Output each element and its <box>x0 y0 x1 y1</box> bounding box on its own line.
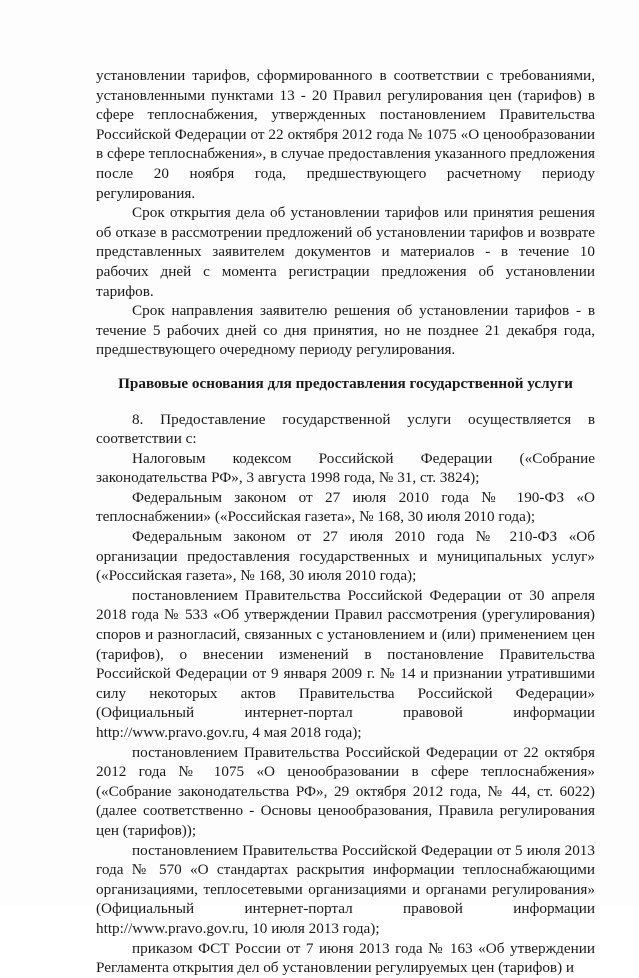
paragraph-decision-delivery-term: Срок направления заявителю решения об установлении тарифов - в течение 5 рабочих дней со дня принятия, но не позднее 21 декабря года, предшествующего очередному периоду регулирования. <box>96 302 595 359</box>
paragraph-order-163: приказом ФСТ России от 7 июня 2013 года № 163 «Об утверждении Регламента открытия дел об установлении регулируемых цен (тарифов) и <box>96 939 595 977</box>
paragraph-continuation: установлении тарифов, сформированного в соответствии с требованиями, установленными пунктами 13 - 20 Правил регулирования цен (тарифов) в сфере теплоснабжения, утвержденных постановлением Правительства Российской Федерации от 22 октября 2012 года № 1075 «О ценообразовании в сфере теплоснабжения», в случае предоставления указанного предложения после 20 ноября года, предшествующего расчетному периоду регулирования. <box>96 67 595 202</box>
paragraph-decree-533: постановлением Правительства Российской Федерации от 30 апреля 2018 года № 533 «Об утверждении Правил рассмотрения (урегулирования) споров и разногласий, связанных с установлением и (или) применением цен (тарифов), о внесении изменений в постановление Правительства Российской Федерации от 9 января 2009 г. № 14 и признании утратившими силу некоторых актов Правительства Российской Федерации» (Официальный интернет-портал правовой информации http://www.pravo.gov.ru, 4 мая 2018 года); <box>96 586 595 741</box>
paragraph-item-8: 8. Предоставление государственной услуги осуществляется в соответствии с: <box>96 410 595 448</box>
paragraph-law-190fz: Федеральным законом от 27 июля 2010 года № 190-ФЗ «О теплоснабжении» («Российская газета», № 168, 30 июля 2010 года); <box>96 488 595 526</box>
paragraph-decree-1075: постановлением Правительства Российской Федерации от 22 октября 2012 года № 1075 «О ценообразовании в сфере теплоснабжения» («Собрание законодательства РФ», 29 октября 2012 года, № 44, ст. 6022) (далее соответственно - Основы ценообразования, Правила регулирования цен (тарифов)); <box>96 743 595 839</box>
section-heading: Правовые основания для предоставления государственной услуги <box>118 374 573 392</box>
paragraph-law-210fz: Федеральным законом от 27 июля 2010 года № 210-ФЗ «Об организации предоставления государственных и муниципальных услуг» («Российская газета», № 168, 30 июля 2010 года); <box>96 528 595 585</box>
document-body <box>96 66 595 978</box>
paragraph-case-opening-term: Срок открытия дела об установлении тарифов или принятия решения об отказе в рассмотрении предложений об установлении тарифов и возврате представленных заявителем документов и материалов - в течение 10 рабочих дней с момента регистрации предложения об установлении тарифов. <box>96 204 595 300</box>
paragraph-decree-570: постановлением Правительства Российской Федерации от 5 июля 2013 года № 570 «О стандартах раскрытия информации теплоснабжающими организациями, теплосетевыми организациями и органами регулирования» (Официальный интернет-портал правовой информации http://www.pravo.gov.ru, 10 июля 2013 года); <box>96 841 595 937</box>
paragraph-tax-code: Налоговым кодексом Российской Федерации («Собрание законодательства РФ», 3 августа 1998 года, № 31, ст. 3824); <box>96 449 595 487</box>
